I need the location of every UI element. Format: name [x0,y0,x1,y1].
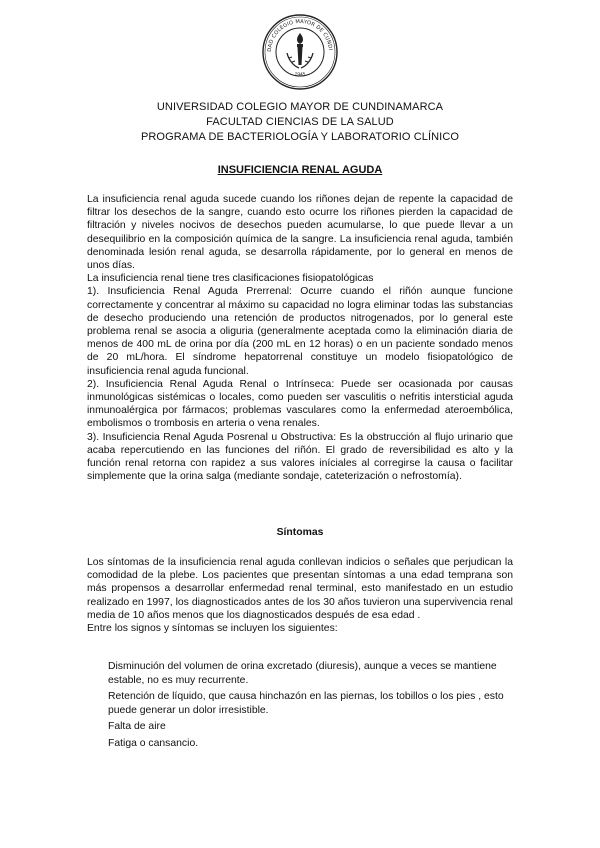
faculty-name: FACULTAD CIENCIAS DE LA SALUD [206,116,394,128]
symptoms-paragraph: Los síntomas de la insuficiencia renal aguda conllevan indicios o señales que perjudican la comodidad de la plebe. Los pacientes que presentan síntomas a una edad temprana son más propensos a desarrollar enfermedad renal terminal, esto manifestado en un estudio realizado en 1997, los diagnosticados antes de los 30 años tuvieron una supervivencia renal media de 10 años menos que los diagnosticados después de esa edad . [87,557,513,621]
program-name: PROGRAMA DE BACTERIOLOGÍA Y LABORATORIO CLÍNICO [140,131,460,143]
university-seal-icon [261,13,339,91]
classification-intro: La insuficiencia renal tiene tres clasificaciones fisiopatológicas [87,273,374,285]
seal-year-text: 1945 [293,72,307,78]
symptoms-text [87,556,513,635]
classification-posrenal: 3). Insuficiencia Renal Aguda Posrenal u Obstructiva: Es la obstrucción al flujo urinario que acaba repercutiendo en las funciones del riñón. El grado de reversibilidad es alto y la función renal retorna con rapidez a sus valores iníciales al corregirse la causa o facilitar simplemente que la orina salga (mediante sondaje, cateterización o nefrostomía). [87,431,513,483]
document-title: INSUFICIENCIA RENAL AGUDA [217,164,383,176]
list-item: Retención de líquido, que causa hinchazón en las piernas, los tobillos o los pies , esto puede generar un dolor irresistible. [108,691,504,716]
svg-text:UNIVERSIDAD COLEGIO MAYOR DE C [261,13,333,52]
svg-text:1945 [294,71,306,78]
list-item: Fatiga o cansancio. [108,737,199,749]
classification-prerrenal: 1). Insuficiencia Renal Aguda Prerrenal: Ocurre cuando el riñón aunque funcione correctamente y concentrar al máximo su capacidad no logra eliminar todas las substancias de desecho produciendo una retención de productos nitrogenados, por lo general este problema renal se asocia a oliguria (generalmente aceptada como la eliminación diaria de menos de 400 mL de orina por día (200 mL en 12 horas) o en un paciente sondado menos de 20 mL/hora. El síndrome hepatorrenal constituye un modelo fisiopatológico de insuficiencia renal aguda funcional. [87,286,513,377]
list-item: Falta de aire [108,721,166,732]
seal-ring-text: DAD COLEGIO MAYOR DE CUNDI [266,18,333,52]
symptoms-list [108,660,518,753]
main-text [87,193,513,483]
classification-renal: 2). Insuficiencia Renal Aguda Renal o Intrínseca: Puede ser ocasionada por causas inmunológicas sistémicas o locales, como pueden ser vasculitis o nefritis intersticial aguda inmunoalérgica por fármacos; problemas vasculares como la enfermedad ateroembólica, embolismos o trombosis en arteria o vena renales. [87,378,513,430]
symptoms-list-intro: Entre los signos y síntomas se incluyen los siguientes: [87,623,338,635]
list-item: Disminución del volumen de orina excretado (diuresis), aunque a veces se mantiene estable, no es muy recurrente. [108,661,497,686]
university-name: UNIVERSIDAD COLEGIO MAYOR DE CUNDINAMARCA [156,101,444,113]
symptoms-heading: Síntomas [276,527,324,538]
intro-paragraph: La insuficiencia renal aguda sucede cuando los riñones dejan de repente la capacidad de filtrar los desechos de la sangre, cuando esto ocurre los riñones pierden la capacidad de filtración y niveles nocivos de desechos pueden acumularse, lo que puede llevar a un desequilibrio en la composición química de la sangre. La insuficiencia renal aguda, también denominada lesión renal aguda, se desarrolla rápidamente, por lo general en menos de unos días. [87,194,513,272]
